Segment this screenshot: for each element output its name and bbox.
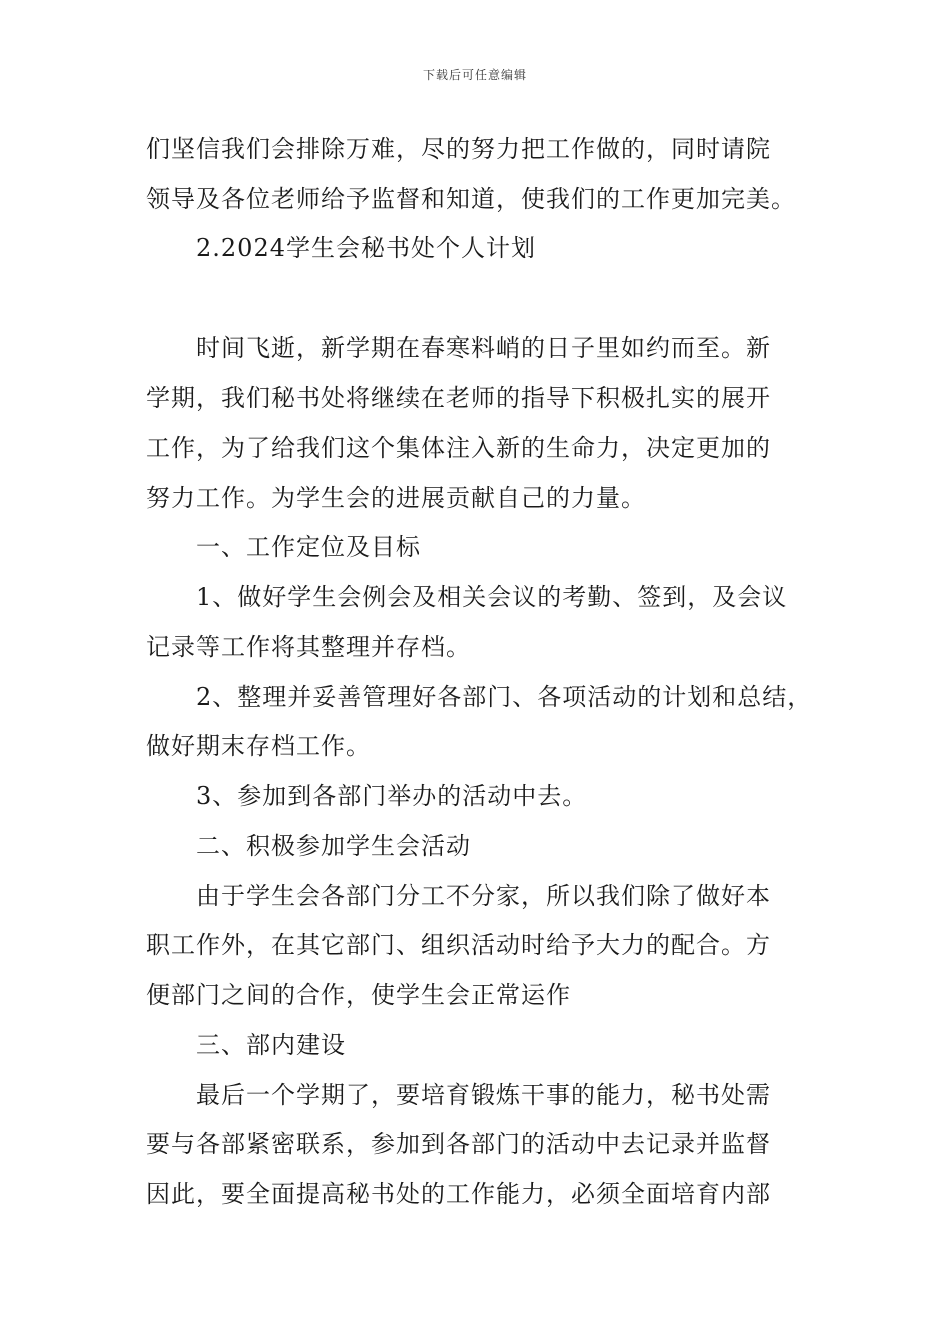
body-line: 要与各部紧密联系，参加到各部门的活动中去记录并监督 bbox=[146, 1130, 771, 1158]
page-header-note: 下载后可任意编辑 bbox=[422, 68, 527, 82]
body-line: 因此，要全面提高秘书处的工作能力，必须全面培育内部 bbox=[146, 1180, 771, 1208]
body-line: 2、整理并妥善管理好各部门、各项活动的计划和总结， bbox=[196, 683, 813, 711]
body-line: 工作，为了给我们这个集体注入新的生命力，决定更加的 bbox=[146, 434, 771, 462]
body-line: 努力工作。为学生会的进展贡献自己的力量。 bbox=[146, 484, 646, 512]
subheading: 二、积极参加学生会活动 bbox=[196, 832, 471, 860]
body-line: 学期，我们秘书处将继续在老师的指导下积极扎实的展开 bbox=[146, 384, 771, 412]
body-line: 记录等工作将其整理并存档。 bbox=[146, 633, 471, 661]
subheading: 三、部内建设 bbox=[196, 1031, 346, 1059]
body-line: 做好期末存档工作。 bbox=[146, 732, 371, 760]
body-line: 1、做好学生会例会及相关会议的考勤、签到，及会议 bbox=[196, 583, 788, 611]
section-heading: 2.2024学生会秘书处个人计划 bbox=[196, 234, 536, 262]
body-line: 职工作外，在其它部门、组织活动时给予大力的配合。方 bbox=[146, 931, 771, 959]
subheading: 一、工作定位及目标 bbox=[196, 533, 421, 561]
body-line: 3、参加到各部门举办的活动中去。 bbox=[196, 782, 588, 810]
body-line: 由于学生会各部门分工不分家，所以我们除了做好本 bbox=[196, 882, 771, 910]
body-line: 便部门之间的合作，使学生会正常运作 bbox=[146, 981, 571, 1009]
body-line: 最后一个学期了，要培育锻炼干事的能力，秘书处需 bbox=[196, 1081, 771, 1109]
body-line: 们坚信我们会排除万难，尽的努力把工作做的，同时请院 bbox=[146, 135, 771, 163]
body-line: 领导及各位老师给予监督和知道，使我们的工作更加完美。 bbox=[146, 185, 796, 213]
body-line: 时间飞逝，新学期在春寒料峭的日子里如约而至。新 bbox=[196, 334, 771, 362]
